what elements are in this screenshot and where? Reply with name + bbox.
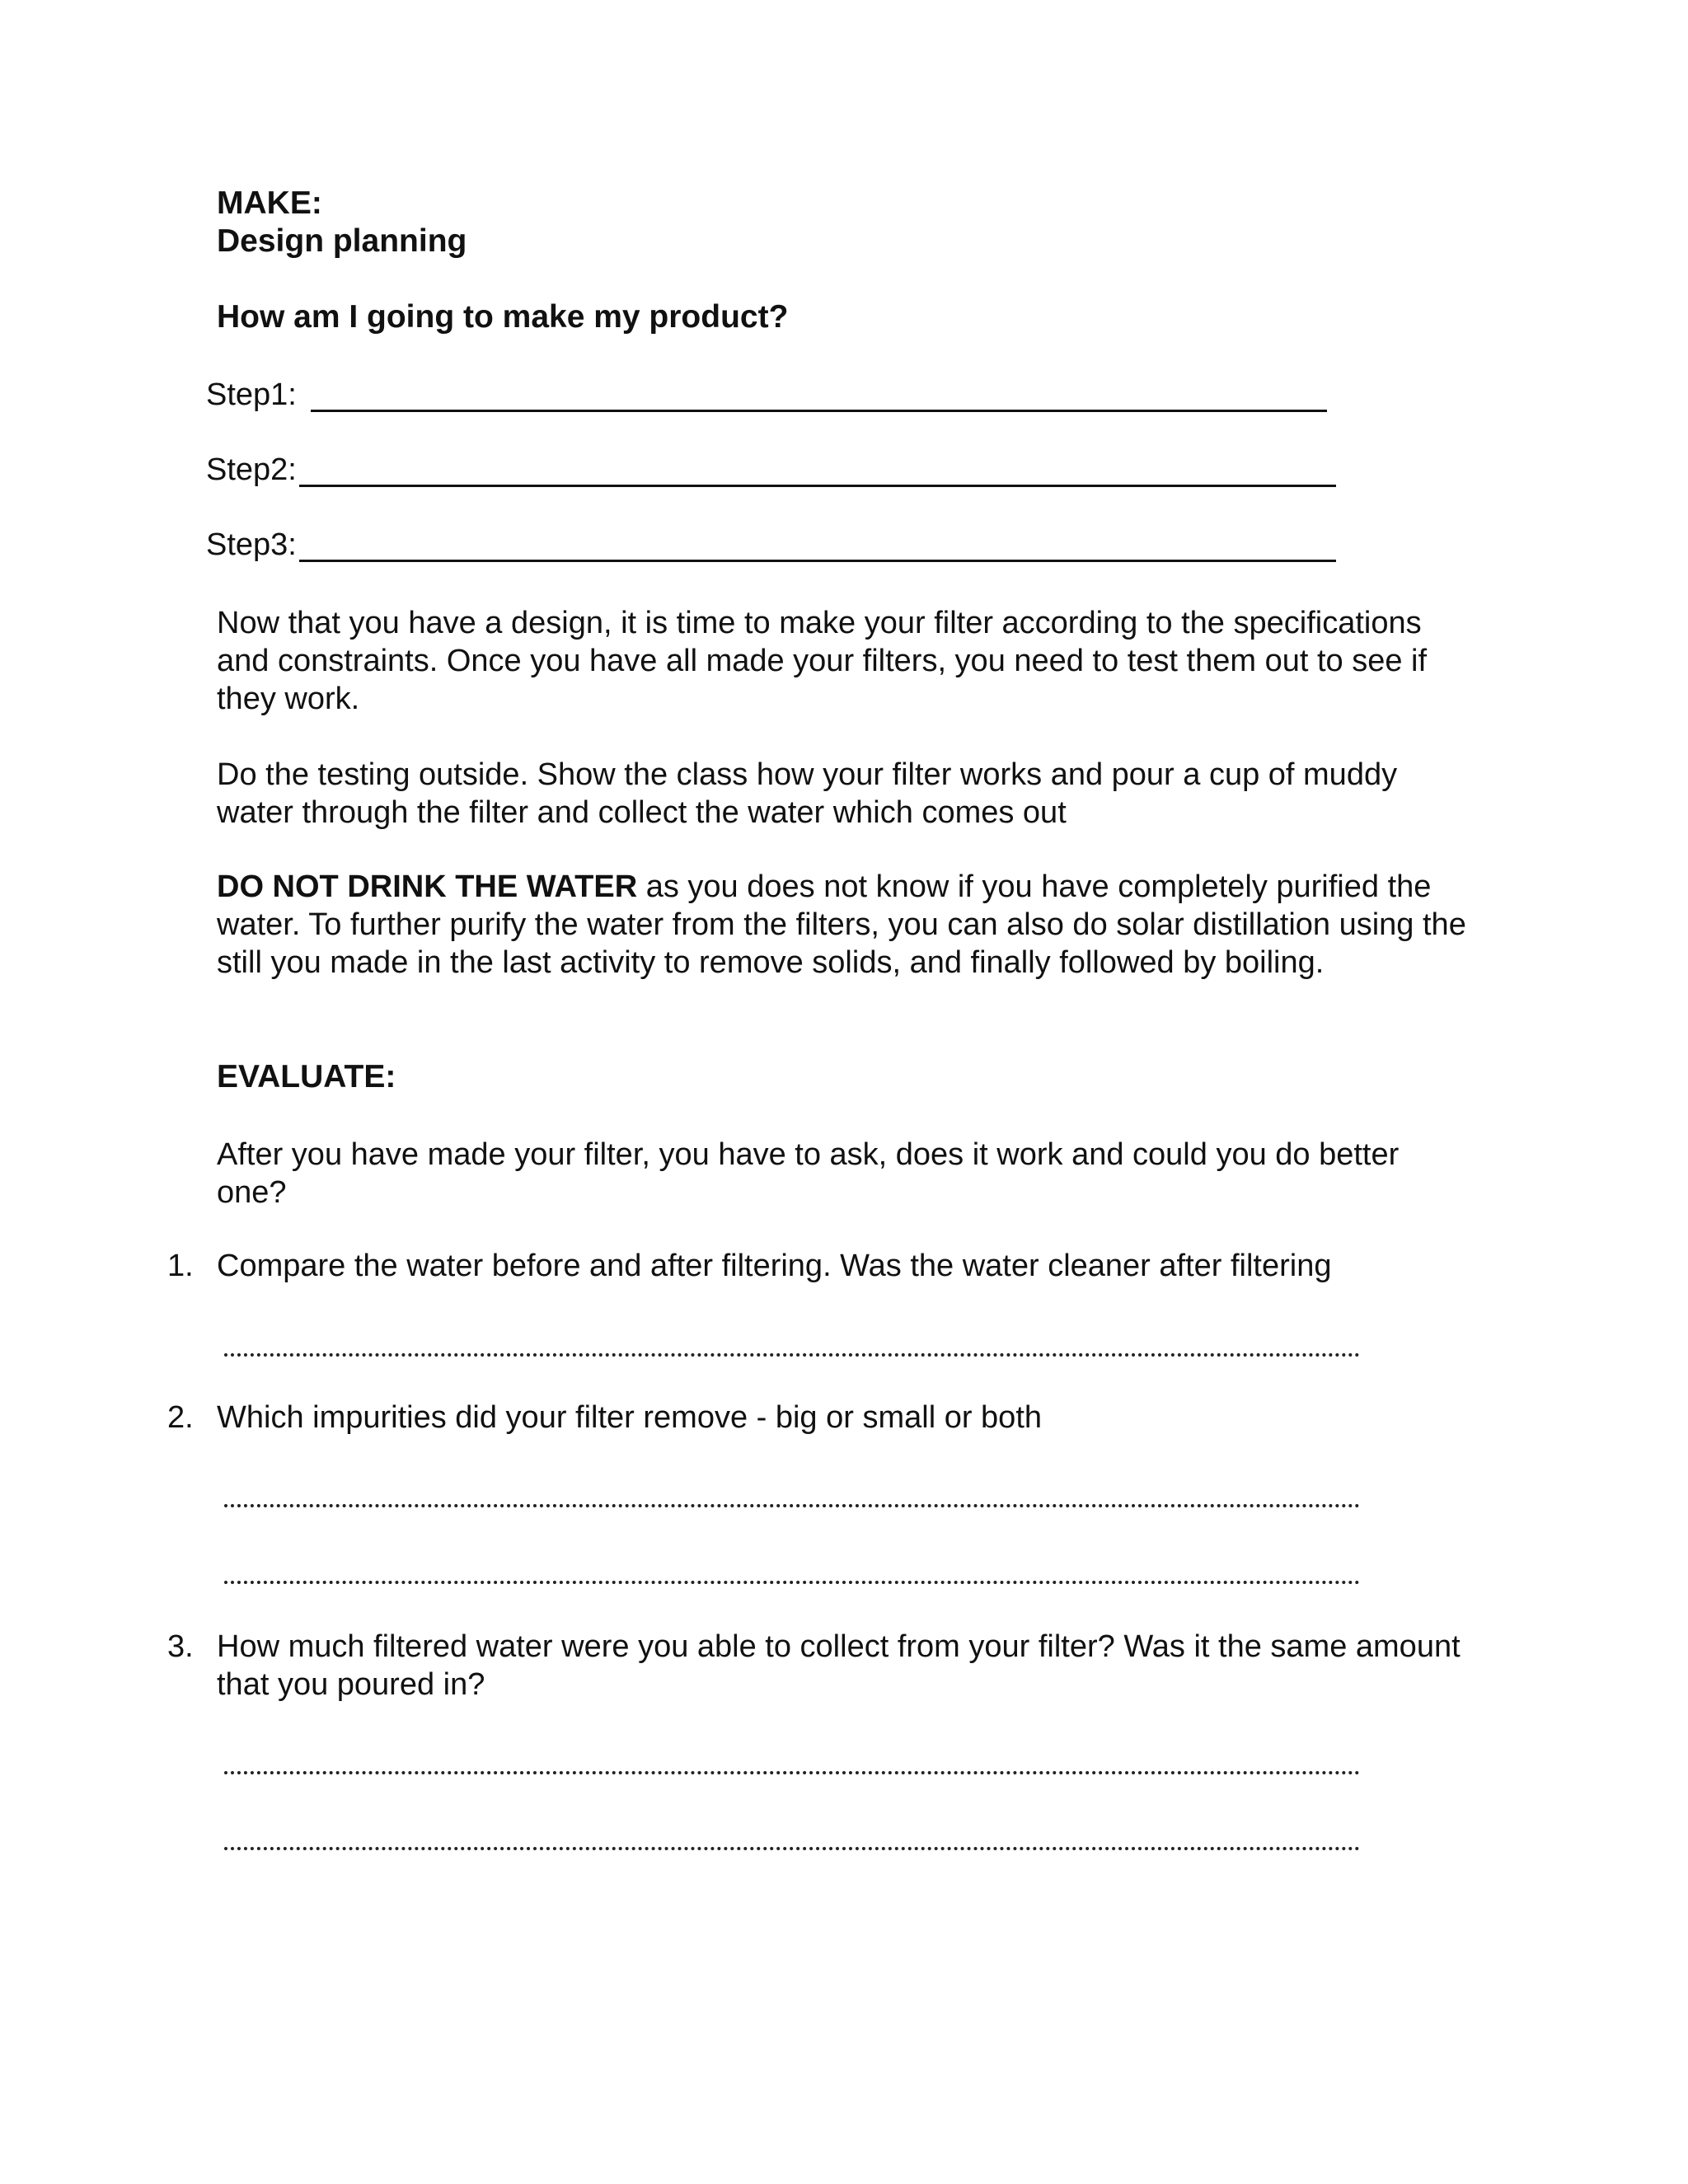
question-text: Which impurities did your filter remove - big or small or both <box>217 1400 1043 1435</box>
step-answer-line[interactable] <box>299 560 1336 562</box>
question-number: 2. <box>167 1400 194 1435</box>
section-title-evaluate: EVALUATE: <box>217 1059 396 1094</box>
step-label: Step2: <box>206 452 297 487</box>
step-label: Step3: <box>206 527 297 562</box>
instruction-paragraph-2: Do the testing outside. Show the class how your filter works and pour a cup of muddy water through the filter and collect the water which comes out <box>217 757 1398 830</box>
step-row-1 <box>206 376 1329 417</box>
step-row-2 <box>206 451 1337 492</box>
answer-line[interactable] <box>224 1771 1360 1774</box>
section-title-make: MAKE: <box>217 185 322 221</box>
answer-line[interactable] <box>224 1847 1360 1850</box>
step-answer-line[interactable] <box>311 410 1327 412</box>
instruction-paragraph-1: Now that you have a design, it is time to make your filter according to the specifications and constraints. Once you have all made your filters, you need to test them out to see if they work. <box>217 606 1428 716</box>
warning-paragraph <box>217 868 1470 982</box>
answer-line[interactable] <box>224 1504 1360 1507</box>
question-text: How much filtered water were you able to collect from your filter? Was it the same amount that you poured in? <box>217 1629 1461 1702</box>
planning-question: How am I going to make my product? <box>217 299 789 335</box>
answer-line[interactable] <box>224 1353 1360 1357</box>
warning-paragraph-rest: as you does not know if you have completely purified the water. To further purify the water from the filters, you can also do solar distillation using the still you made in the last activity to remove solids, and finally followed by boiling. <box>217 869 1466 980</box>
step-row-3 <box>206 526 1337 567</box>
warning-text: DO NOT DRINK THE WATER <box>217 869 638 904</box>
step-answer-line[interactable] <box>299 485 1336 487</box>
evaluate-intro: After you have made your filter, you have to ask, does it work and could you do better one? <box>217 1137 1400 1210</box>
question-text: Compare the water before and after filtering. Was the water cleaner after filtering <box>217 1249 1332 1283</box>
question-number: 1. <box>167 1249 194 1283</box>
step-label: Step1: <box>206 377 297 412</box>
answer-line[interactable] <box>224 1581 1360 1584</box>
section-subtitle: Design planning <box>217 223 467 259</box>
question-number: 3. <box>167 1629 194 1664</box>
